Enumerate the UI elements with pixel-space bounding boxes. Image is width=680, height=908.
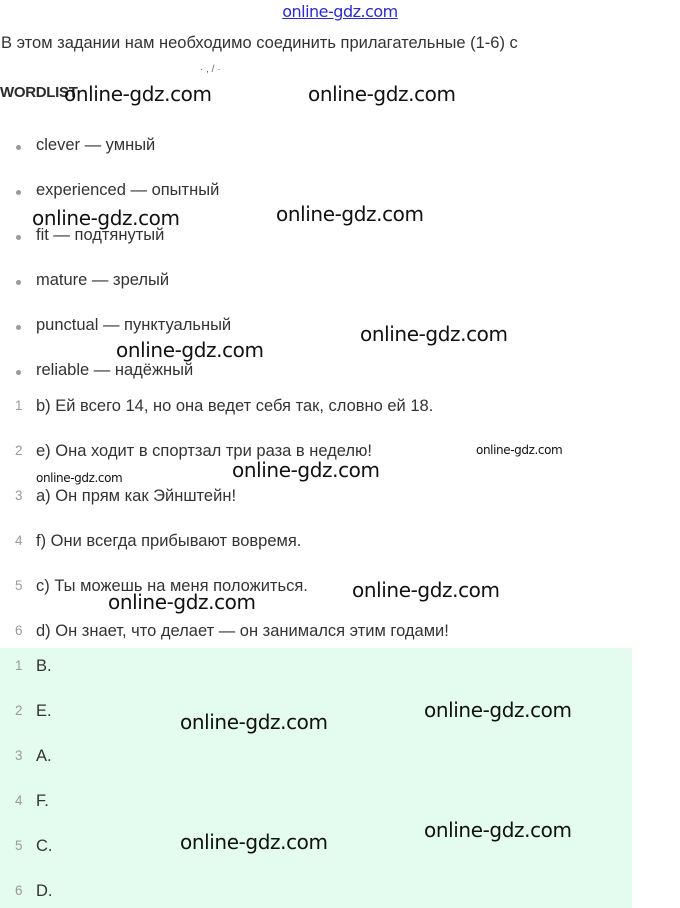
intro-cut-line: · , / · — [200, 64, 221, 75]
sentence-number: 6 — [15, 623, 23, 638]
word-entry: fit — подтянутый — [36, 226, 165, 244]
sentence-text: b) Ей всего 14, но она ведет себя так, словно ей 18. — [36, 397, 434, 415]
answer-block — [0, 648, 632, 908]
bullet-icon — [16, 370, 21, 375]
word-entry: mature — зрелый — [36, 271, 170, 289]
site-top-link[interactable]: online-gdz.com — [282, 2, 398, 21]
sentence-text: f) Они всегда прибывают вовремя. — [36, 532, 302, 550]
watermark: online-gdz.com — [32, 206, 180, 230]
answer-text: B. — [36, 657, 52, 675]
answer-number: 6 — [15, 883, 23, 898]
sentence-number: 4 — [15, 533, 23, 548]
answer-number: 1 — [15, 658, 23, 673]
watermark: online-gdz.com — [116, 338, 264, 362]
answer-text: C. — [36, 837, 53, 855]
watermark: online-gdz.com — [476, 443, 563, 457]
sentence-text: e) Она ходит в спортзал три раза в неделю! — [36, 442, 373, 460]
answer-text: E. — [36, 702, 52, 720]
watermark: online-gdz.com — [108, 590, 256, 614]
sentence-text: c) Ты можешь на меня положиться. — [36, 577, 308, 595]
answer-number: 2 — [15, 703, 23, 718]
answer-number: 3 — [15, 748, 23, 763]
watermark: online-gdz.com — [232, 458, 380, 482]
bullet-icon — [16, 280, 21, 285]
answer-text: A. — [36, 747, 52, 765]
sentence-number: 2 — [15, 443, 23, 458]
watermark: online-gdz.com — [180, 710, 328, 734]
watermark: online-gdz.com — [308, 82, 456, 106]
word-entry: experienced — опытный — [36, 181, 220, 199]
watermark: online-gdz.com — [360, 322, 508, 346]
wordlist-heading: WORDLIST — [0, 84, 78, 101]
sentence-text: a) Он прям как Эйнштейн! — [36, 487, 237, 505]
bullet-icon — [16, 235, 21, 240]
word-entry: punctual — пунктуальный — [36, 316, 232, 334]
bullet-icon — [16, 145, 21, 150]
watermark: online-gdz.com — [180, 830, 328, 854]
watermark: online-gdz.com — [424, 698, 572, 722]
word-entry: reliable — надёжный — [36, 361, 194, 379]
watermark: online-gdz.com — [276, 202, 424, 226]
answer-text: D. — [36, 882, 53, 900]
bullet-icon — [16, 325, 21, 330]
sentence-number: 3 — [15, 488, 23, 503]
sentence-number: 5 — [15, 578, 23, 593]
intro-text: В этом задании нам необходимо соединить прилагательные (1-6) с — [1, 34, 518, 52]
watermark: online-gdz.com — [36, 471, 123, 485]
sentence-number: 1 — [15, 398, 23, 413]
word-entry: clever — умный — [36, 136, 156, 154]
sentence-text: d) Он знает, что делает — он занимался этим годами! — [36, 622, 449, 640]
answer-number: 4 — [15, 793, 23, 808]
watermark: online-gdz.com — [352, 578, 500, 602]
answer-text: F. — [36, 792, 49, 810]
answer-number: 5 — [15, 838, 23, 853]
watermark: online-gdz.com — [64, 82, 212, 106]
bullet-icon — [16, 190, 21, 195]
watermark: online-gdz.com — [424, 818, 572, 842]
